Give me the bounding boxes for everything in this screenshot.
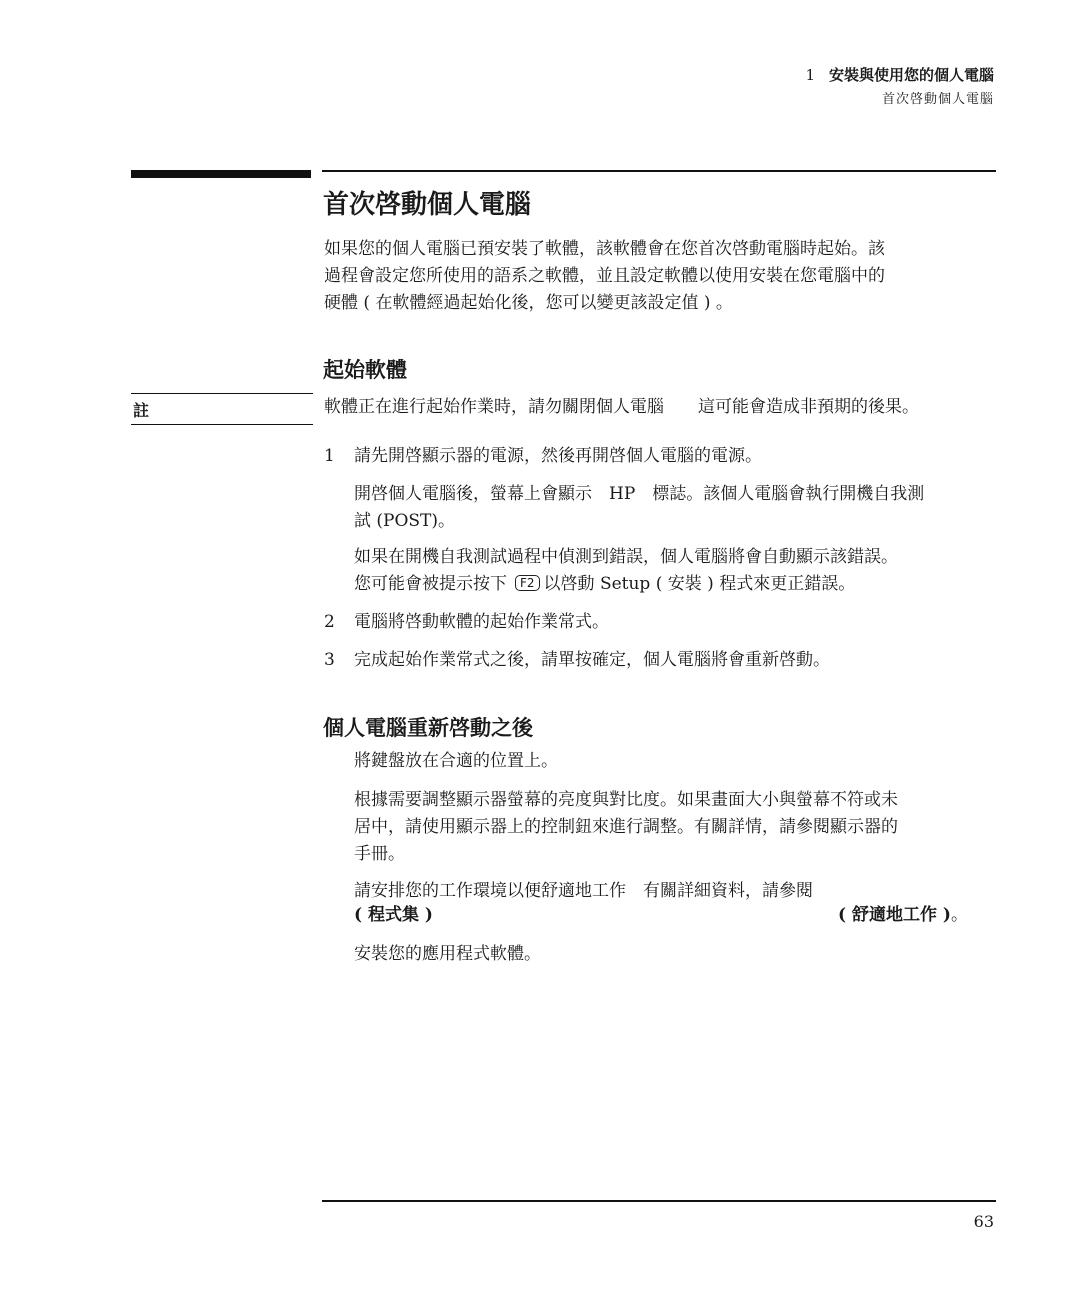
list-item-line: 請安排您的工作環境以便舒適地工作 有關詳細資料，請參閱 (354, 881, 813, 901)
reference-program-group: ( 程式集 ) (354, 905, 433, 925)
step-text: 電腦將啓動軟體的起始作業常式。 (354, 612, 609, 632)
title-rule-thick (131, 170, 311, 178)
list-item (354, 787, 996, 868)
step-number: 2 (324, 612, 335, 632)
detail-line (354, 571, 1014, 598)
step-1-detail-post (354, 481, 996, 535)
step-text: 完成起始作業常式之後，請單按確定，個人電腦將會重新啓動。 (354, 650, 830, 670)
detail-text: 以啓動 Setup ( 安裝 ) 程式來更正錯誤。 (543, 574, 856, 594)
step-number: 1 (324, 446, 335, 466)
intro-line: 過程會設定您所使用的語系之軟體，並且設定軟體以使用安裝在您電腦中的 (324, 266, 885, 286)
note-text: 軟體正在進行起始作業時，請勿關閉個人電腦 這可能會造成非預期的後果。 (324, 397, 919, 417)
reference-comfort (838, 902, 968, 929)
f2-key: F2 (515, 575, 540, 591)
list-item: 將鍵盤放在合適的位置上。 (354, 751, 558, 771)
step-1-detail-error (354, 544, 1014, 598)
intro-paragraph (324, 236, 996, 317)
list-item-line: 根據需要調整顯示器螢幕的亮度與對比度。如果畫面大小與螢幕不符或未 (354, 790, 898, 810)
title-rule-thin (322, 170, 996, 172)
intro-line: 硬體 ( 在軟體經過起始化後，您可以變更該設定值 ) 。 (324, 293, 733, 313)
step-number: 3 (324, 650, 335, 670)
step-text: 請先開啓顯示器的電源，然後再開啓個人電腦的電源。 (354, 446, 762, 466)
list-item-line: 手冊。 (354, 844, 405, 864)
page-number: 63 (973, 1212, 994, 1231)
running-header-section: 首次啓動個人電腦 (881, 92, 994, 107)
detail-line: 試 (POST)。 (354, 511, 456, 531)
section-heading-startup-software: 起始軟體 (323, 357, 407, 382)
note-label: 註 (133, 401, 150, 420)
intro-line: 如果您的個人電腦已預安裝了軟體，該軟體會在您首次啓動電腦時起始。該 (324, 239, 885, 259)
footer-rule (322, 1200, 996, 1202)
detail-line: 如果在開機自我測試過程中偵測到錯誤，個人電腦將會自動顯示該錯誤。 (354, 547, 898, 567)
section-heading-after-restart: 個人電腦重新啓動之後 (323, 715, 533, 740)
page-title: 首次啓動個人電腦 (323, 190, 532, 220)
reference-end: 。 (950, 905, 968, 925)
list-item-line: 居中，請使用顯示器上的控制鈕來進行調整。有關詳情，請參閱顯示器的 (354, 817, 898, 837)
reference-comfort-text: ( 舒適地工作 ) (838, 905, 951, 925)
detail-line: 開啓個人電腦後，螢幕上會顯示 HP 標誌。該個人電腦會執行開機自我測 (354, 484, 925, 504)
chapter-title: 安裝與使用您的個人電腦 (828, 66, 994, 84)
running-header-chapter (805, 64, 994, 85)
note-rule-top (131, 393, 313, 394)
list-item: 安裝您的應用程式軟體。 (354, 944, 541, 964)
note-rule-bottom (131, 424, 313, 425)
chapter-number: 1 (805, 66, 815, 84)
detail-text: 您可能會被提示按下 (354, 574, 507, 594)
